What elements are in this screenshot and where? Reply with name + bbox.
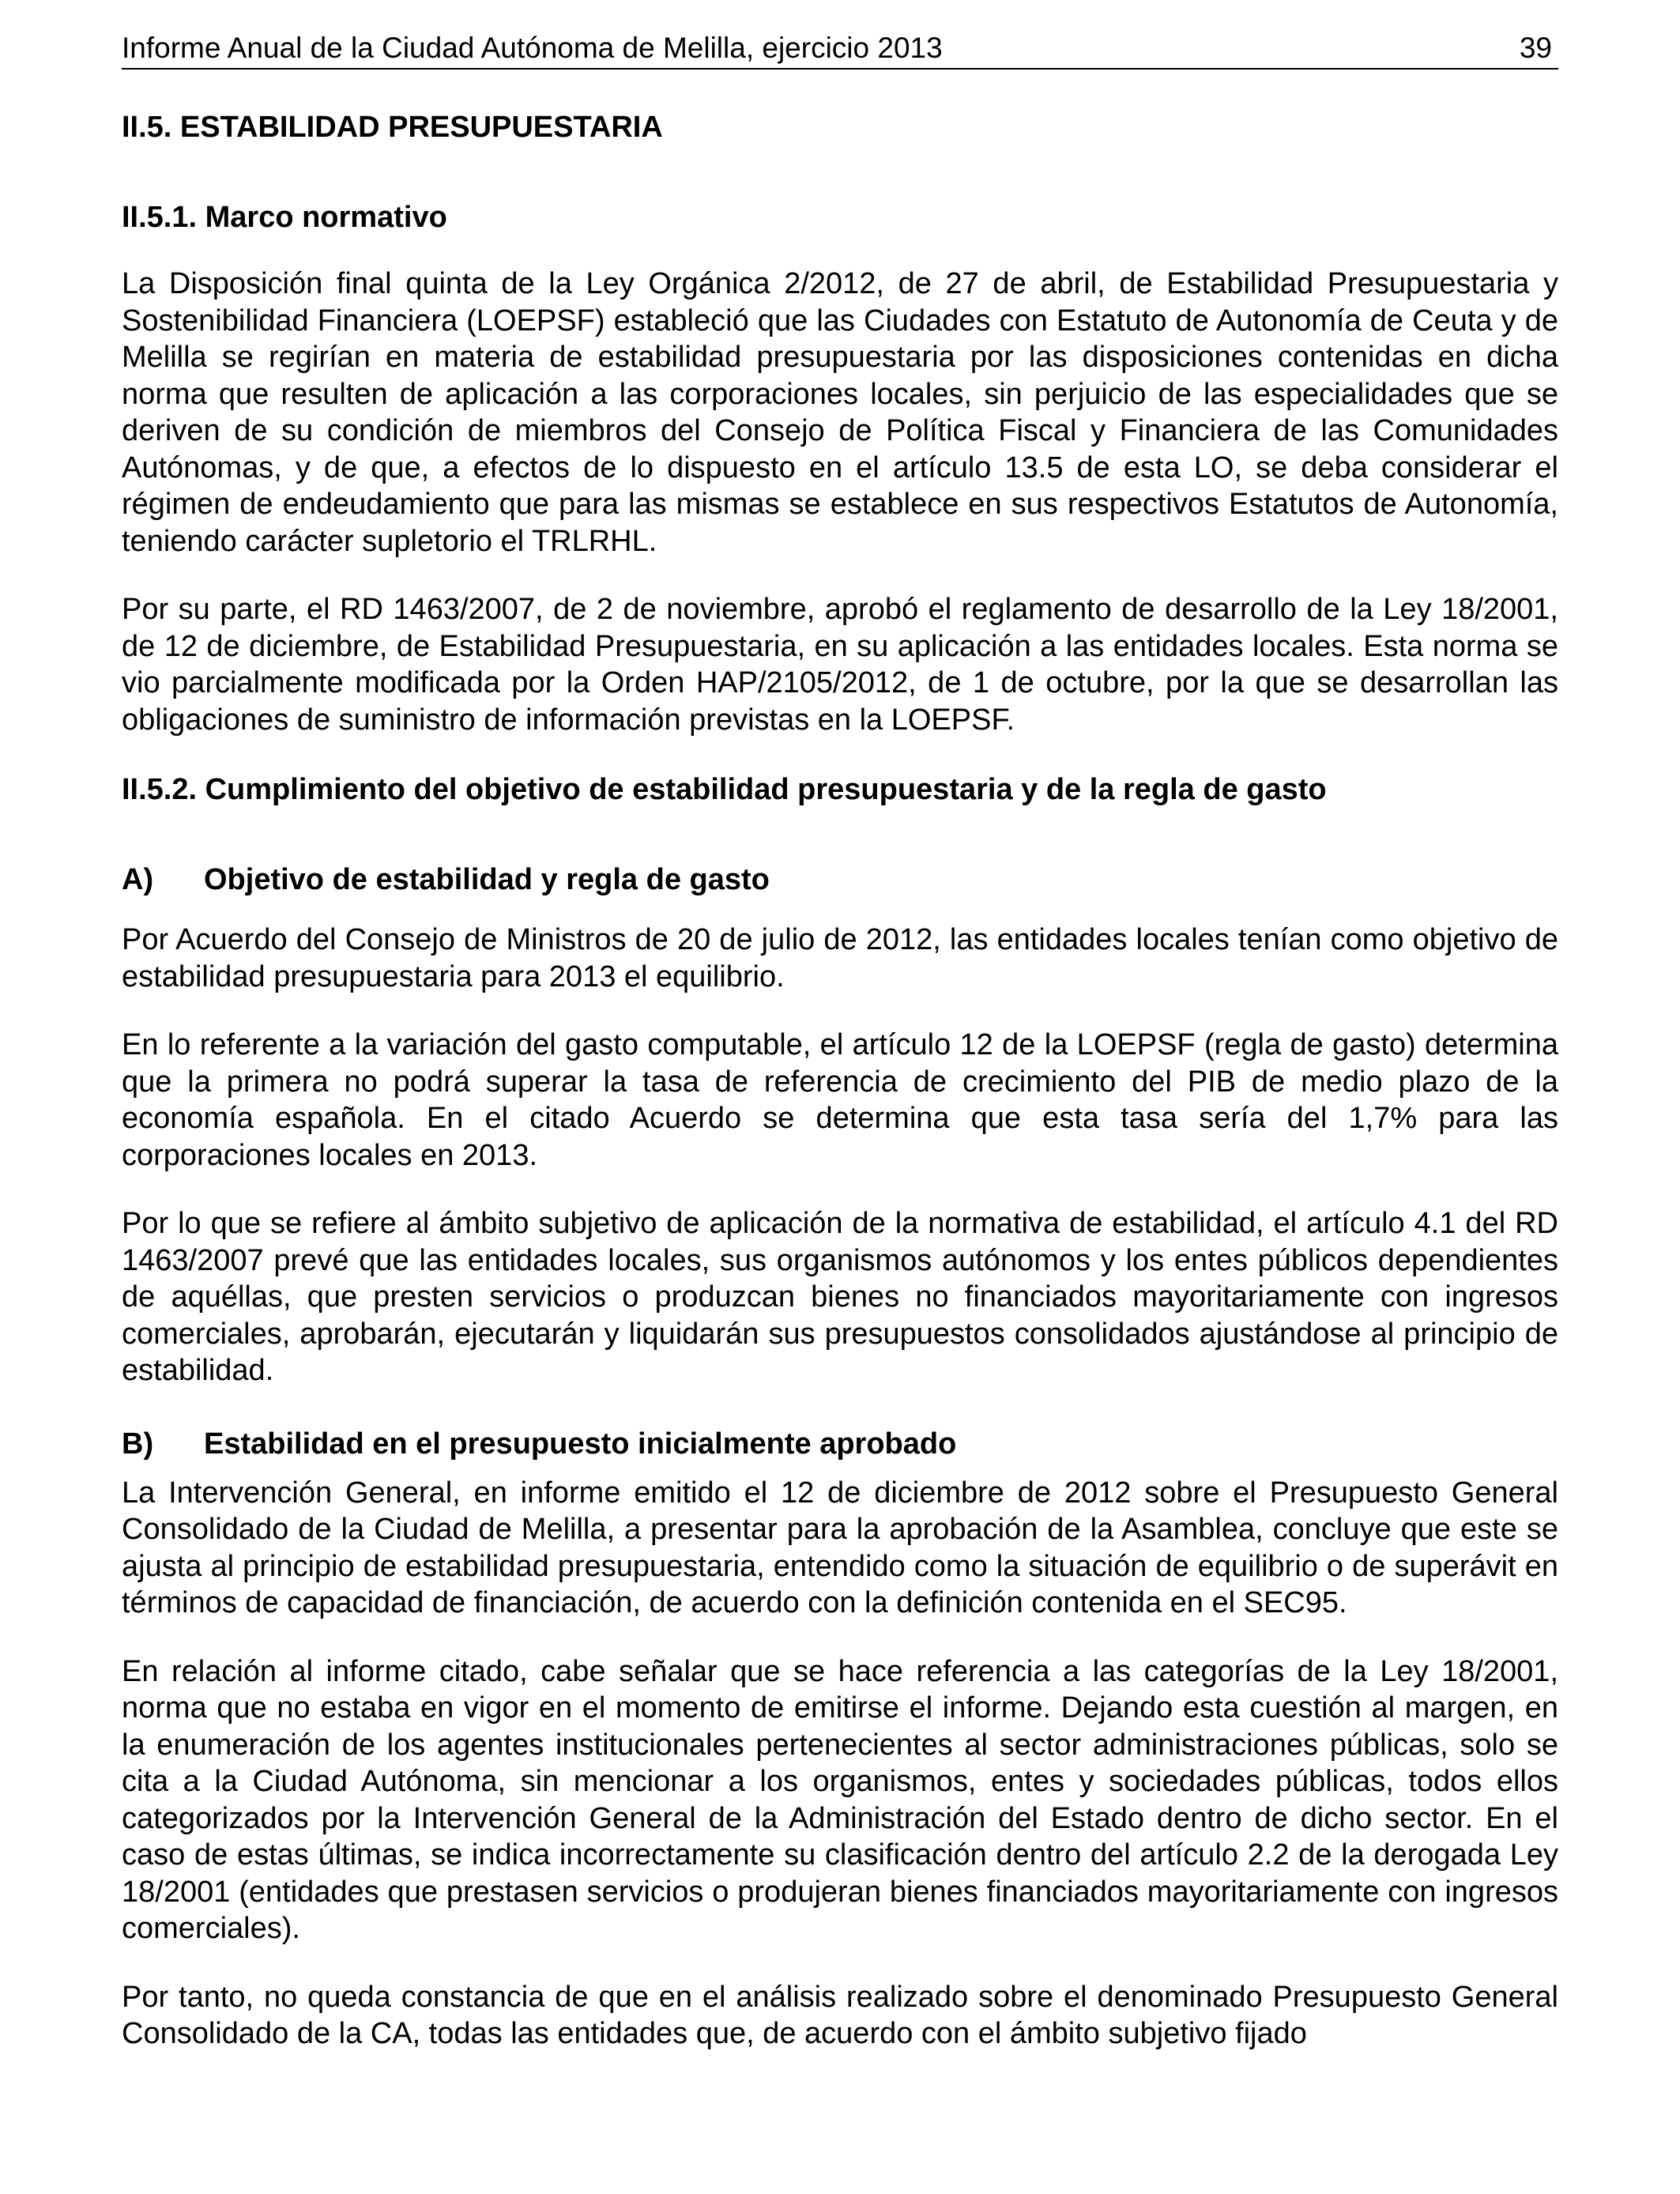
paragraph-legal-framework-1: La Disposición final quinta de la Ley Orgánica 2/2012, de 27 de abril, de Estabilidad Presupuestaria y Sostenibilidad Financiera (LOEPSF) estableció que las Ciudades con Estatuto de Autonomía de Ceuta y de Melilla se regirían en materia de estabilidad presupuestaria por las disposiciones contenidas en dicha norma que resulten de aplicación a las corporaciones locales, sin perjuicio de las especialidades que se deriven de su condición de miembros del Consejo de Política Fiscal y Financiera de las Comunidades Autónomas, y de que, a efectos de lo dispuesto en el artículo 13.5 de esta LO, se deba considerar el régimen de endeudamiento que para las mismas se establece en sus respectivos Estatutos de Autonomía, teniendo carácter supletorio el TRLRHL. — [122, 267, 1558, 558]
subsection-title-b: Estabilidad en el presupuesto inicialmente aprobado — [204, 1427, 957, 1461]
subsection-letter-b: B) — [122, 1427, 154, 1461]
subsection-title-a: Objetivo de estabilidad y regla de gasto — [204, 863, 770, 896]
page-header — [122, 28, 1558, 70]
subsection-heading-b — [122, 1426, 1558, 1462]
paragraph-budget-2: En relación al informe citado, cabe señalar que se hace referencia a las categorías de la Ley 18/2001, norma que no estaba en vigor en el momento de emitirse el informe. Dejando esta cuestión al margen, en la enumeración de los agentes institucionales pertenecientes al sector administraciones públicas, solo se cita a la Ciudad Autónoma, sin mencionar a los organismos, entes y sociedades públicas, todos ellos categorizados por la Intervención General de la Administración del Estado dentro de dicho sector. En el caso de estas últimas, se indica incorrectamente su clasificación dentro del artículo 2.2 de la derogada Ley 18/2001 (entidades que prestasen servicios o produjeran bienes financiados mayoritariamente con ingresos comerciales). — [122, 1654, 1558, 1945]
paragraph-objective-3: Por lo que se refiere al ámbito subjetivo de aplicación de la normativa de estabilidad, el artículo 4.1 del RD 1463/2007 prevé que las entidades locales, sus organismos autónomos y los entes públicos dependientes de aquéllas, que presten servicios o produzcan bienes no financiados mayoritariamente con ingresos comerciales, aprobarán, ejecutarán y liquidarán sus presupuestos consolidados ajustándose al principio de estabilidad. — [122, 1207, 1558, 1387]
subsection-letter-a: A) — [122, 863, 154, 896]
subsection-heading-a — [122, 861, 1558, 898]
paragraph-legal-framework-2: Por su parte, el RD 1463/2007, de 2 de noviembre, aprobó el reglamento de desarrollo de la Ley 18/2001, de 12 de diciembre, de Estabilidad Presupuestaria, en su aplicación a las entidades locales. Esta norma se vio parcialmente modificada por la Orden HAP/2105/2012, de 1 de octubre, por la que se desarrollan las obligaciones de suministro de información previstas en la LOEPSF. — [122, 593, 1558, 737]
section-heading-stability: II.5. ESTABILIDAD PRESUPUESTARIA — [122, 111, 663, 144]
page-number: 39 — [1519, 32, 1552, 64]
paragraph-objective-2: En lo referente a la variación del gasto computable, el artículo 12 de la LOEPSF (regla de gasto) determina que la primera no podrá superar la tasa de referencia de crecimiento del PIB de medio plazo de la economía española. En el citado Acuerdo se determina que esta tasa sería del 1,7% para las corporaciones locales en 2013. — [122, 1028, 1558, 1172]
header-title: Informe Anual de la Ciudad Autónoma de Melilla, ejercicio 2013 — [122, 32, 943, 64]
section-heading-legal-framework: II.5.1. Marco normativo — [122, 201, 447, 234]
paragraph-objective-1: Por Acuerdo del Consejo de Ministros de 20 de julio de 2012, las entidades locales tenían como objetivo de estabilidad presupuestaria para 2013 el equilibrio. — [122, 923, 1558, 993]
document-body — [122, 109, 1558, 2053]
paragraph-budget-1: La Intervención General, en informe emitido el 12 de diciembre de 2012 sobre el Presupuesto General Consolidado de la Ciudad de Melilla, a presentar para la aprobación de la Asamblea, concluye que este se ajusta al principio de estabilidad presupuestaria, entendido como la situación de equilibrio o de superávit en términos de capacidad de financiación, de acuerdo con la definición contenida en el SEC95. — [122, 1476, 1558, 1619]
section-heading-compliance: II.5.2. Cumplimiento del objetivo de estabilidad presupuestaria y de la regla de gasto — [122, 773, 1327, 806]
paragraph-budget-3: Por tanto, no queda constancia de que en el análisis realizado sobre el denominado Presupuesto General Consolidado de la CA, todas las entidades que, de acuerdo con el ámbito subjetivo fijado — [122, 1980, 1558, 2050]
